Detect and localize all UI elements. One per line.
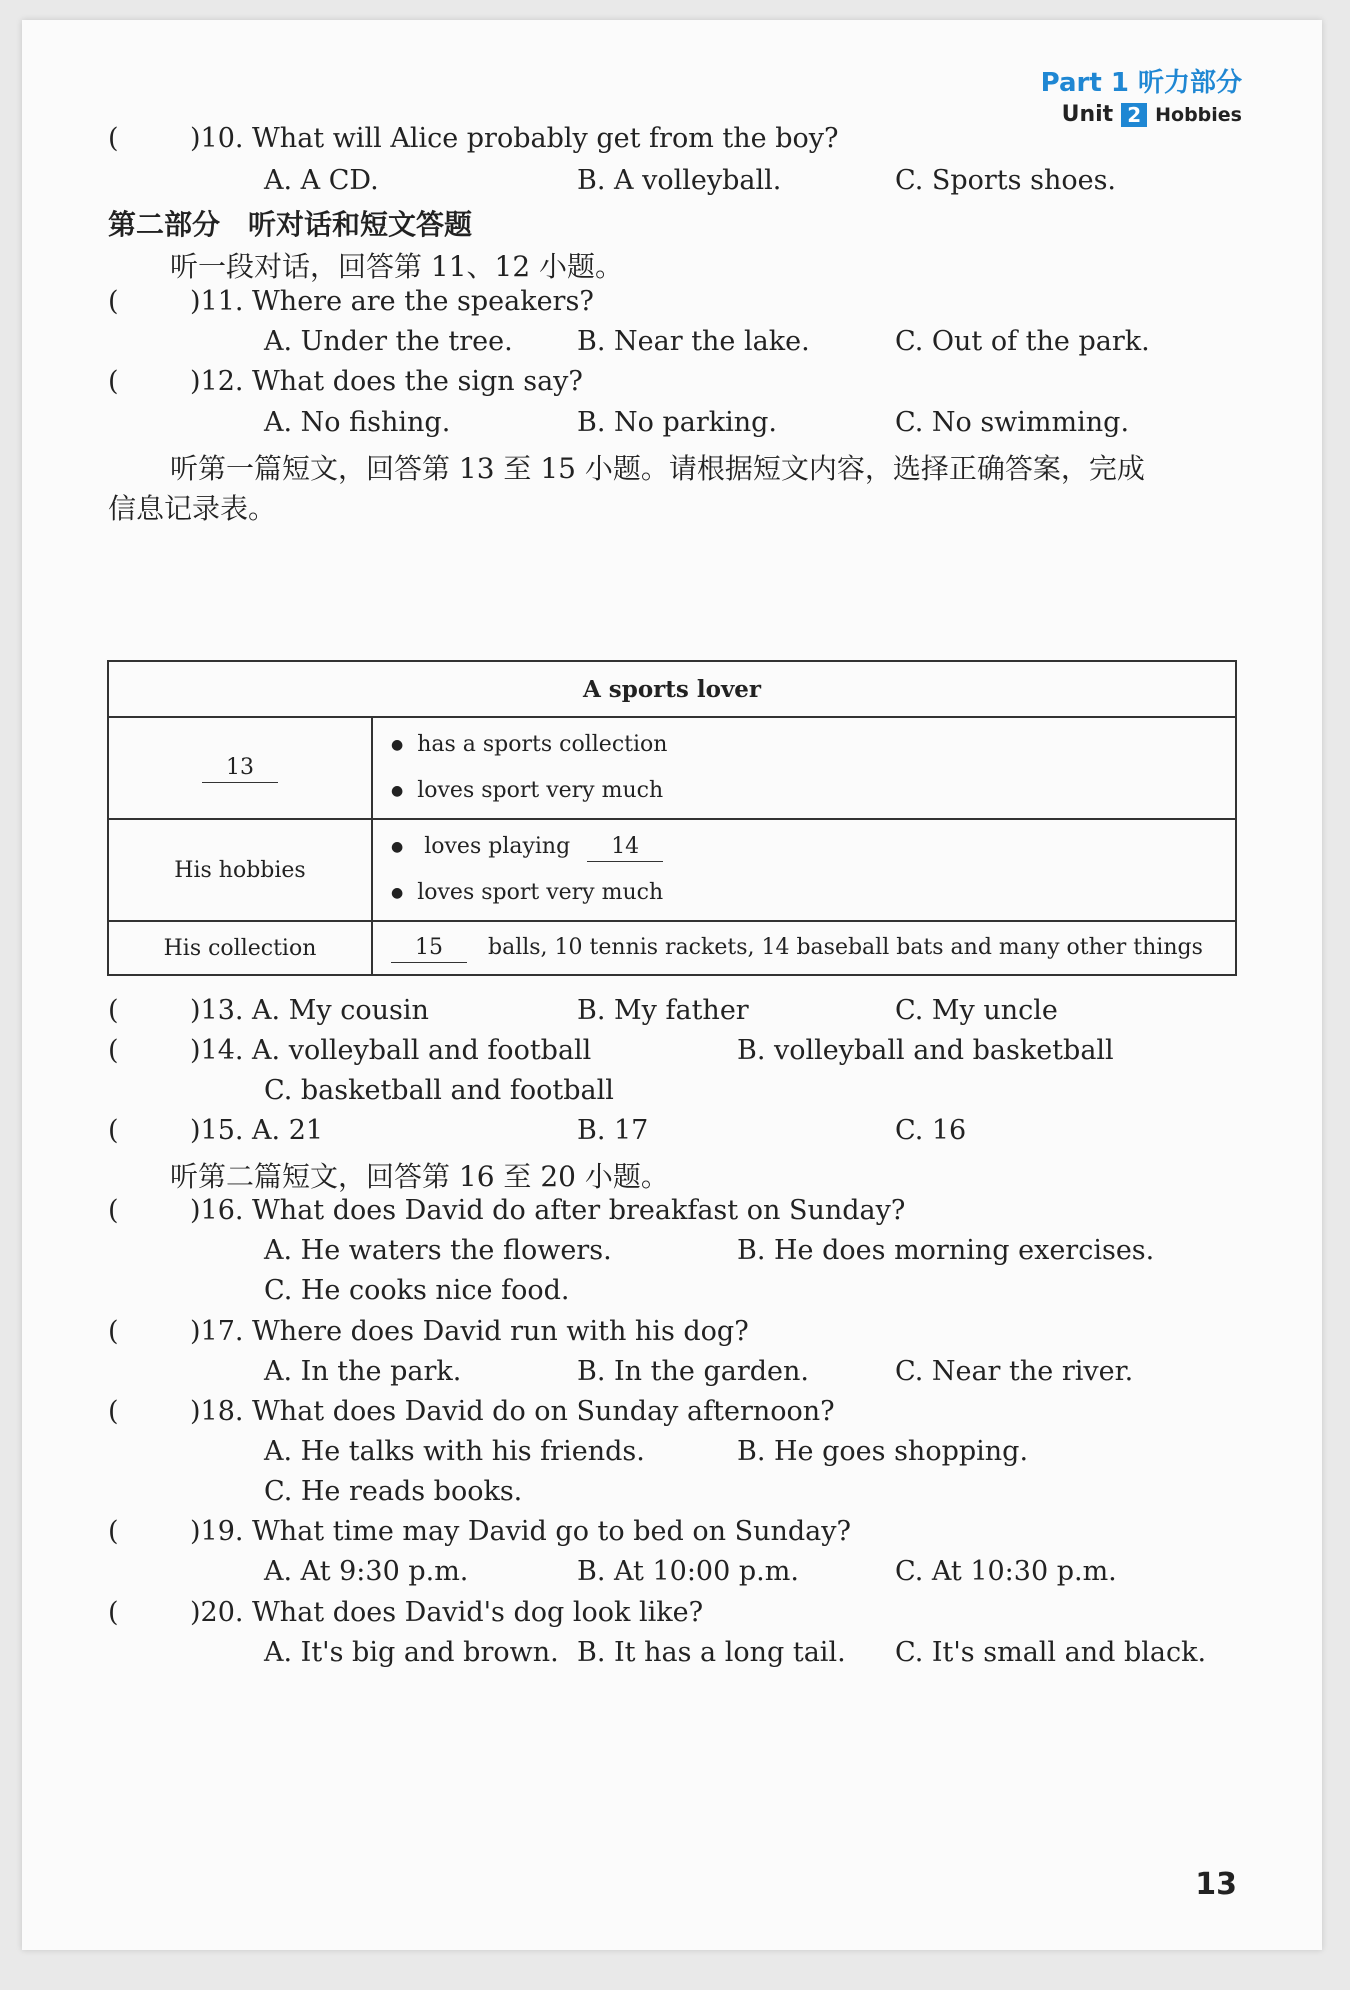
answer-bracket[interactable]: (	[108, 123, 119, 154]
option-c: C. At 10:30 p.m.	[895, 1556, 1117, 1587]
bullet-item: ● loves sport very much	[391, 768, 1234, 814]
section-2-title: 第二部分 听对话和短文答题	[108, 208, 473, 241]
answer-bracket[interactable]: (	[108, 995, 119, 1026]
table-title: A sports lover	[108, 661, 1236, 717]
bullet-item: ● loves sport very much	[391, 870, 1234, 916]
option-b: B. At 10:00 p.m.	[577, 1556, 799, 1587]
option-b: B. 17	[577, 1115, 649, 1146]
option-b: B. He does morning exercises.	[737, 1235, 1155, 1266]
question-stem: )14. A. volleyball and football	[190, 1035, 592, 1066]
option-a: A. A CD.	[264, 165, 379, 196]
table-row	[108, 921, 1236, 975]
option-c: C. He cooks nice food.	[264, 1275, 570, 1306]
question-stem: )20. What does David's dog look like?	[190, 1597, 704, 1628]
option-a: A. He talks with his friends.	[264, 1436, 645, 1467]
option-b: B. Near the lake.	[577, 326, 810, 357]
answer-bracket[interactable]: (	[108, 1316, 119, 1347]
instruction-16-20: 听第二篇短文，回答第 16 至 20 小题。	[170, 1160, 669, 1193]
table-label-cell: His collection	[108, 921, 372, 975]
option-c: C. He reads books.	[264, 1476, 523, 1507]
question-stem: )15. A. 21	[190, 1115, 324, 1146]
unit-number-badge: 2	[1121, 103, 1147, 127]
option-b: B. No parking.	[577, 407, 778, 438]
header-part: Part 1 听力部分	[1040, 68, 1242, 98]
option-c: C. 16	[895, 1115, 967, 1146]
question-stem: )18. What does David do on Sunday afternoon?	[190, 1396, 835, 1427]
question-stem: )10. What will Alice probably get from the boy?	[190, 123, 839, 154]
blank-13[interactable]: 13	[202, 754, 278, 783]
option-a: A. It's big and brown.	[264, 1637, 559, 1668]
answer-bracket[interactable]: (	[108, 1396, 119, 1427]
instruction-13-15-line2: 信息记录表。	[108, 492, 277, 525]
table-row	[108, 717, 1236, 819]
option-c: C. It's small and black.	[895, 1637, 1207, 1668]
question-stem: )17. Where does David run with his dog?	[190, 1316, 749, 1347]
table-content-cell	[372, 921, 1236, 975]
option-b: B. volleyball and basketball	[737, 1035, 1114, 1066]
option-c: C. Out of the park.	[895, 326, 1150, 357]
option-b: B. My father	[577, 995, 749, 1026]
answer-bracket[interactable]: (	[108, 1115, 119, 1146]
table-label-cell	[108, 717, 372, 819]
answer-bracket[interactable]: (	[108, 1597, 119, 1628]
answer-bracket[interactable]: (	[108, 1516, 119, 1547]
question-stem: )12. What does the sign say?	[190, 366, 583, 397]
option-a: A. No fishing.	[264, 407, 451, 438]
question-stem: )11. Where are the speakers?	[190, 286, 594, 317]
info-table	[107, 660, 1237, 976]
bullet-item: ● has a sports collection	[391, 722, 1234, 768]
unit-label: Unit	[1061, 102, 1114, 127]
instruction-11-12: 听一段对话，回答第 11、12 小题。	[170, 250, 624, 283]
option-b: B. He goes shopping.	[737, 1436, 1029, 1467]
bullet-item	[391, 824, 1234, 870]
option-c: C. No swimming.	[895, 407, 1130, 438]
option-b: B. In the garden.	[577, 1356, 809, 1387]
bullet-text: loves playing	[424, 834, 571, 859]
option-a: A. In the park.	[264, 1356, 462, 1387]
answer-bracket[interactable]: (	[108, 286, 119, 317]
option-b: B. A volleyball.	[577, 165, 782, 196]
table-content-cell	[372, 819, 1236, 921]
option-c: C. basketball and football	[264, 1075, 614, 1106]
answer-bracket[interactable]: (	[108, 1035, 119, 1066]
option-a: A. He waters the flowers.	[264, 1235, 612, 1266]
table-row	[108, 819, 1236, 921]
unit-title: Hobbies	[1155, 103, 1242, 126]
option-b: B. It has a long tail.	[577, 1637, 846, 1668]
table-content-cell	[372, 717, 1236, 819]
page	[22, 20, 1322, 1950]
option-c: C. My uncle	[895, 995, 1058, 1026]
blank-14[interactable]: 14	[587, 833, 663, 862]
option-c: C. Sports shoes.	[895, 165, 1117, 196]
question-stem: )16. What does David do after breakfast on Sunday?	[190, 1195, 906, 1226]
blank-15[interactable]: 15	[391, 934, 467, 963]
page-number: 13	[1195, 1867, 1237, 1902]
header-unit	[1062, 102, 1242, 127]
table-label-cell: His hobbies	[108, 819, 372, 921]
answer-bracket[interactable]: (	[108, 1195, 119, 1226]
question-stem: )19. What time may David go to bed on Sunday?	[190, 1516, 851, 1547]
option-a: A. At 9:30 p.m.	[264, 1556, 469, 1587]
instruction-13-15-line1: 听第一篇短文，回答第 13 至 15 小题。请根据短文内容，选择正确答案，完成	[170, 452, 1145, 485]
option-c: C. Near the river.	[895, 1356, 1134, 1387]
collection-text: balls, 10 tennis rackets, 14 baseball bats and many other things	[488, 934, 1203, 960]
question-stem: )13. A. My cousin	[190, 995, 429, 1026]
option-a: A. Under the tree.	[264, 326, 513, 357]
answer-bracket[interactable]: (	[108, 366, 119, 397]
